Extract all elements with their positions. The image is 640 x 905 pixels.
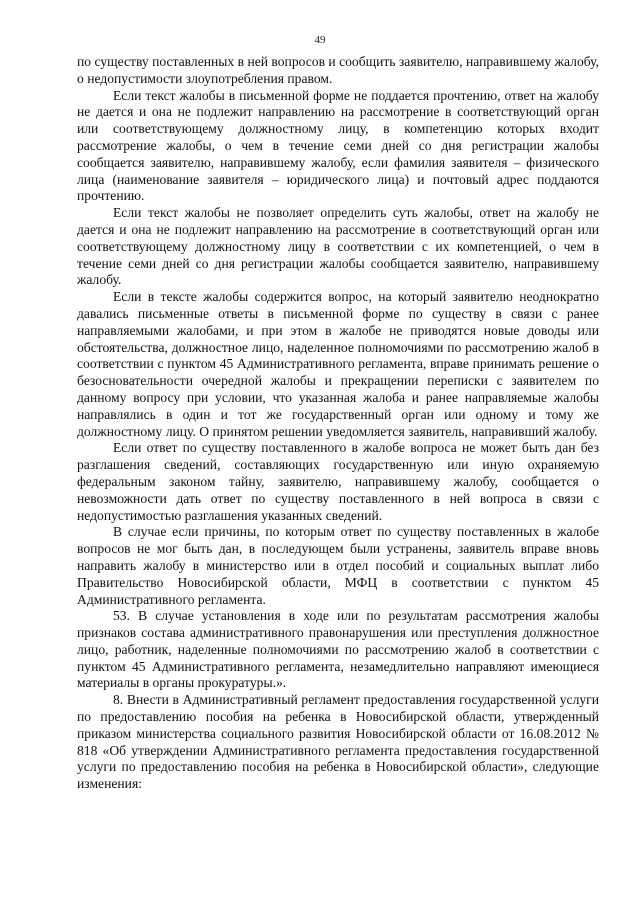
paragraph: В случае если причины, по которым ответ по существу поставленных в жалобе вопросов не мог быть дан, в последующем были устранены, заявитель вправе вновь направить жалобу в министерство или в отдел пособий и социальных выплат либо Правительство Новосибирской области, МФЦ в соответствии с пунктом 45 Административного регламента. — [77, 524, 599, 607]
paragraph: Если текст жалобы не позволяет определить суть жалобы, ответ на жалобу не дается и она не подлежит направлению на рассмотрение в соответствующий орган или соответствующему должностному лицу в соответствии с их компетенцией, о чем в течение семи дней со дня регистрации жалобы сообщается заявителю, направившему жалобу. — [77, 205, 599, 288]
paragraph: по существу поставленных в ней вопросов и сообщить заявителю, направившему жалобу, о недопустимости злоупотребления правом. — [77, 54, 599, 86]
page-number: 49 — [314, 34, 326, 46]
paragraph: Если в тексте жалобы содержится вопрос, на который заявителю неоднократно давались письменные ответы в письменной форме по существу в связи с ранее направляемыми жалобами, и при этом в жалобе не приводятся новые доводы или обстоятельства, должностное лицо, наделенное полномочиями по рассмотрению жалоб в соответствии с пунктом 45 Административного регламента, вправе принимать решение о безосновательности очередной жалобы и прекращении переписки с заявителем по данному вопросу при условии, что указанная жалоба и ранее направляемые жалобы направлялись в один и тот же государственный орган или одному и тому же должностному лицу. О принятом решении уведомляется заявитель, направивший жалобу. — [77, 289, 599, 439]
paragraph: Если ответ по существу поставленного в жалобе вопроса не может быть дан без разглашения сведений, составляющих государственную или иную охраняемую федеральным законом тайну, заявителю, направившему жалобу, сообщается о невозможности дать ответ по существу поставленного в ней вопроса в связи с недопустимостью разглашения указанных сведений. — [77, 440, 599, 523]
document-body — [77, 54, 599, 793]
paragraph: Если текст жалобы в письменной форме не поддается прочтению, ответ на жалобу не дается и она не подлежит направлению на рассмотрение в соответствующий орган или соответствующему должностному лицу, в компетенцию которых входит рассмотрение жалобы, о чем в течение семи дней со дня регистрации жалобы сообщается заявителю, направившему жалобу, если фамилия заявителя – физического лица (наименование заявителя – юридического лица) и почтовый адрес поддаются прочтению. — [77, 87, 599, 204]
paragraph: 8. Внести в Административный регламент предоставления государственной услуги по предоставлению пособия на ребенка в Новосибирской области, утвержденный приказом министерства социального развития Новосибирской области от 16.08.2012 № 818 «Об утверждении Административного регламента предоставления государственной услуги по предоставлению пособия на ребенка в Новосибирской области», следующие изменения: — [77, 692, 599, 792]
paragraph: 53. В случае установления в ходе или по результатам рассмотрения жалобы признаков состава административного правонарушения или преступления должностное лицо, работник, наделенные полномочиями по рассмотрению жалоб в соответствии с пунктом 45 Административного регламента, незамедлительно направляют имеющиеся материалы в органы прокуратуры.». — [77, 608, 599, 691]
